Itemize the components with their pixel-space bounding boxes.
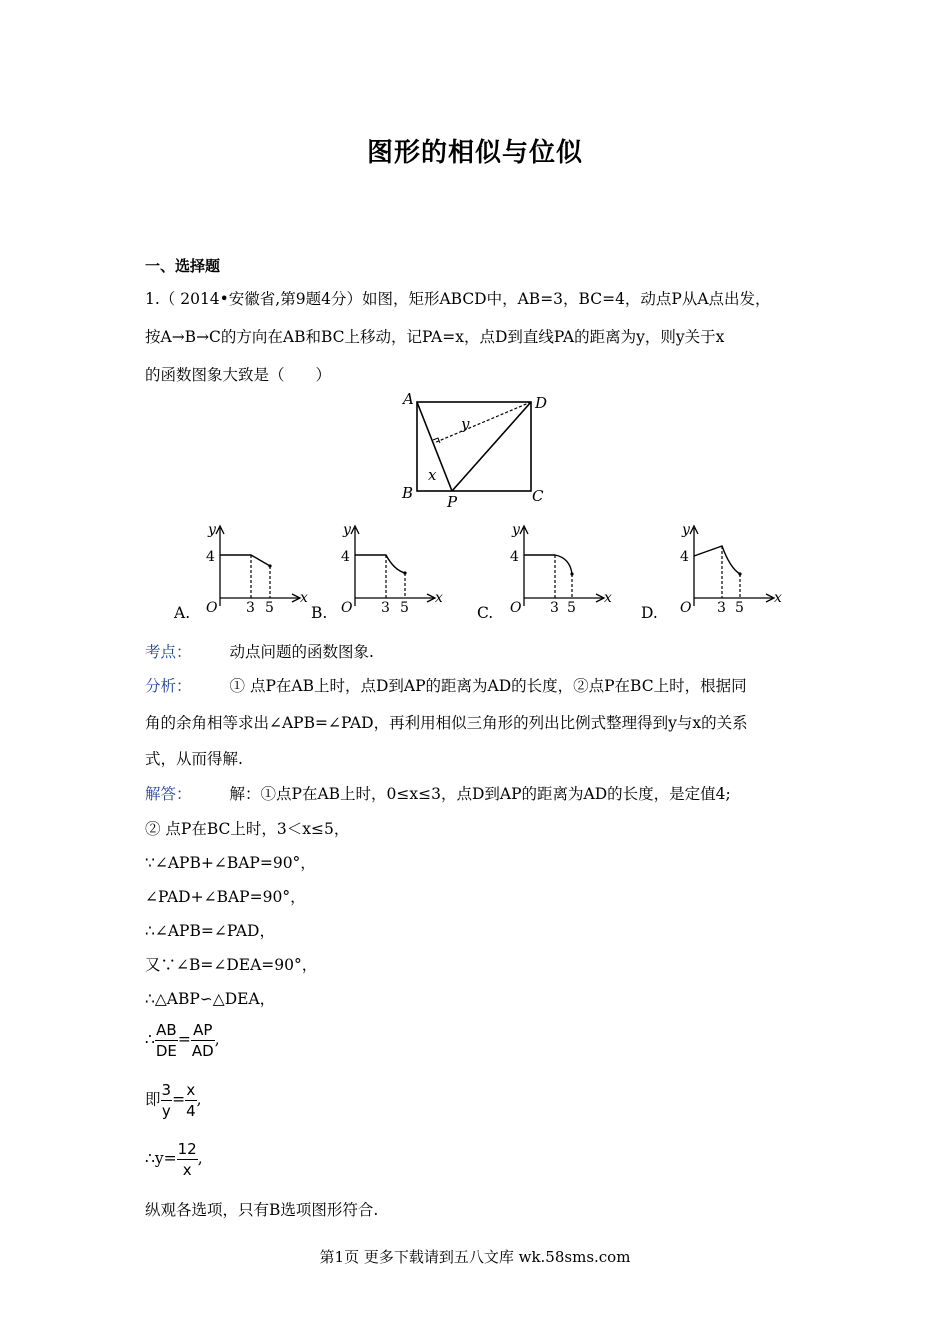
fraction-line-3: ∴y= $\frac{12}{x}$ , xyxy=(145,1140,203,1179)
fenxi-row xyxy=(145,674,747,696)
origin-label: O xyxy=(341,600,353,616)
conclusion: 纵观各选项，只有B选项图形符合. xyxy=(145,1201,379,1219)
question-line-3: 的函数图象大致是（ ） xyxy=(145,366,332,384)
fraction-line-2: 即 $\frac{3}{y}$ = $\frac{x}{4}$ , xyxy=(145,1081,202,1120)
kaodian-row xyxy=(145,640,374,662)
label-B: B xyxy=(402,484,414,502)
label-x: x xyxy=(428,466,437,484)
fenxi-label: 分析： xyxy=(145,677,192,695)
tick-4: 4 xyxy=(680,549,689,565)
option-c-label: C. xyxy=(477,604,494,622)
x-axis-label: x xyxy=(604,590,612,606)
page-footer: 第1页 更多下载请到五八文库 wk.58sms.com xyxy=(319,1248,631,1266)
fenxi-line-1: ① 点P在AB上时，点D到AP的距离为AD的长度，②点P在BC上时，根据同 xyxy=(229,677,747,695)
label-D: D xyxy=(535,394,548,412)
section-heading: 一、选择题 xyxy=(145,257,221,275)
question-line-1: 1.（ 2014•安徽省,第9题4分）如图，矩形ABCD中，AB=3，BC=4，动点P从A点出发， xyxy=(145,290,771,308)
tick-3: 3 xyxy=(550,600,559,616)
option-d-label: D. xyxy=(641,604,658,622)
y-axis-label: y xyxy=(512,522,520,538)
y-axis-label: y xyxy=(208,522,216,538)
fraction-x-4: $\frac{x}{4}$ xyxy=(186,1081,196,1120)
jieda-row xyxy=(145,782,731,804)
jieda-line-4: ∠PAD+∠BAP=90°， xyxy=(145,888,306,906)
label-C: C xyxy=(532,487,544,505)
fraction-12-x: $\frac{12}{x}$ xyxy=(177,1140,197,1179)
jieda-label: 解答： xyxy=(145,785,192,803)
option-a-label: A. xyxy=(174,604,191,622)
fraction-ab-de: $\frac{AB}{DE}$ xyxy=(155,1021,177,1060)
y-axis-label: y xyxy=(682,522,690,538)
tick-3: 3 xyxy=(717,600,726,616)
origin-label: O xyxy=(680,600,692,616)
page-title: 图形的相似与位似 xyxy=(366,138,583,168)
x-axis-label: x xyxy=(435,590,443,606)
fenxi-line-2: 角的余角相等求出∠APB=∠PAD，再利用相似三角形的列出比例式整理得到y与x的关系 xyxy=(145,714,748,732)
kaodian-text: 动点问题的函数图象. xyxy=(229,643,374,661)
rectangle-figure xyxy=(395,388,565,513)
origin-label: O xyxy=(206,600,218,616)
jieda-line-3: ∵∠APB+∠BAP=90°， xyxy=(145,854,316,872)
jieda-line-7: ∴△ABP∽△DEA， xyxy=(145,990,276,1008)
graph-option-c xyxy=(498,518,618,618)
fenxi-line-3: 式，从而得解. xyxy=(145,750,243,768)
tick-3: 3 xyxy=(381,600,390,616)
fraction-3-y: $\frac{3}{y}$ xyxy=(161,1081,172,1120)
tick-5: 5 xyxy=(400,600,409,616)
tick-3: 3 xyxy=(246,600,255,616)
x-axis-label: x xyxy=(774,590,782,606)
option-b-label: B. xyxy=(311,604,328,622)
question-line-2: 按A→B→C的方向在AB和BC上移动，记PA=x，点D到直线PA的距离为y，则y关于x xyxy=(145,328,725,346)
tick-4: 4 xyxy=(510,549,519,565)
label-P: P xyxy=(447,493,458,511)
jieda-line-5: ∴∠APB=∠PAD， xyxy=(145,922,275,940)
origin-label: O xyxy=(510,600,522,616)
y-axis-label: y xyxy=(343,522,351,538)
tick-5: 5 xyxy=(567,600,576,616)
jieda-line-2: ② 点P在BC上时，3＜x≤5， xyxy=(145,820,350,838)
graph-option-b xyxy=(329,518,449,618)
fraction-ap-ad: $\frac{AP}{AD}$ xyxy=(191,1021,214,1060)
label-y: y xyxy=(461,415,470,433)
x-axis-label: x xyxy=(300,590,308,606)
tick-4: 4 xyxy=(206,549,215,565)
tick-5: 5 xyxy=(735,600,744,616)
kaodian-label: 考点： xyxy=(145,643,192,661)
jieda-line-6: 又∵∠B=∠DEA=90°， xyxy=(145,956,318,974)
graph-option-a xyxy=(194,518,314,618)
tick-4: 4 xyxy=(341,549,350,565)
label-A: A xyxy=(403,390,414,408)
tick-5: 5 xyxy=(265,600,274,616)
fraction-line-1: ∴ $\frac{AB}{DE}$ = $\frac{AP}{AD}$ , xyxy=(145,1021,220,1060)
jieda-line-1: 解：①点P在AB上时，0≤x≤3，点D到AP的距离为AD的长度，是定值4; xyxy=(229,785,731,803)
graph-option-d xyxy=(668,518,788,618)
